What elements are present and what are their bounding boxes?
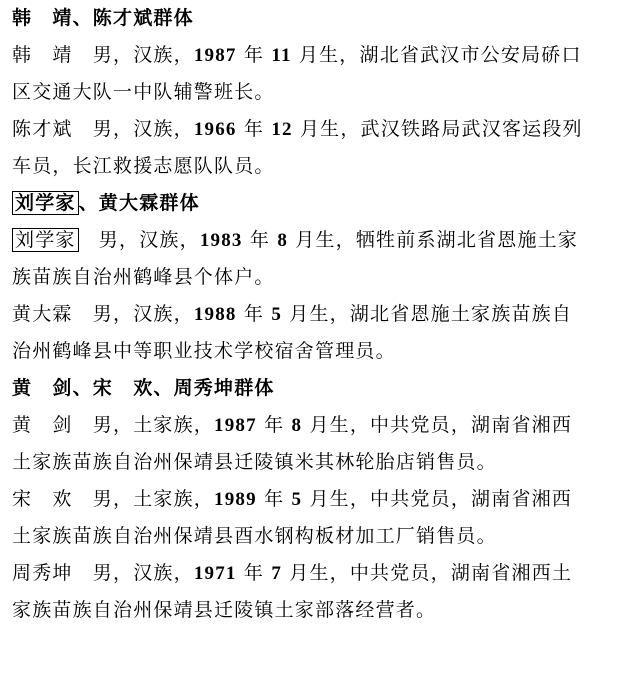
text-run: 男，汉族， bbox=[78, 229, 200, 251]
entry-line bbox=[12, 228, 610, 252]
entry-line bbox=[12, 80, 610, 104]
number: 7 bbox=[271, 563, 283, 584]
text-run: 韩 靖 男，汉族， bbox=[12, 44, 194, 66]
text-run: 月生，中共党员，湖南省湘西 bbox=[302, 414, 573, 436]
text-run: 车员，长江救援志愿队队员。 bbox=[12, 155, 275, 177]
number: 11 bbox=[271, 45, 292, 66]
text-run: 族苗族自治州鹤峰县个体户。 bbox=[12, 266, 275, 288]
text-run: 月生，中共党员，湖南省湘西 bbox=[302, 488, 573, 510]
heading-text: 、黄大霖群体 bbox=[78, 192, 200, 214]
entry-line bbox=[12, 265, 610, 289]
number: 8 bbox=[277, 230, 289, 251]
number: 1987 bbox=[214, 415, 257, 436]
entry-line bbox=[12, 598, 610, 622]
number: 1966 bbox=[193, 119, 237, 140]
entry-line bbox=[12, 524, 610, 548]
group-heading: 韩 靖、陈才斌群体 bbox=[12, 7, 194, 29]
entry-line bbox=[12, 561, 610, 585]
entry-line bbox=[12, 339, 610, 363]
boxed-name: 刘学家 bbox=[12, 228, 79, 252]
number: 12 bbox=[271, 119, 293, 140]
group-heading bbox=[12, 191, 610, 215]
text-run: 家族苗族自治州保靖县迁陵镇土家部落经营者。 bbox=[12, 599, 437, 621]
text-run: 年 bbox=[236, 118, 272, 140]
text-run: 宋 欢 男，土家族， bbox=[12, 488, 215, 510]
text-run: 年 bbox=[242, 229, 278, 251]
number: 1988 bbox=[193, 304, 237, 325]
text-run: 年 bbox=[256, 488, 292, 510]
group-heading: 黄 剑、宋 欢、周秀坤群体 bbox=[12, 377, 275, 399]
number: 8 bbox=[291, 415, 303, 436]
number: 1989 bbox=[214, 489, 257, 510]
text-run: 月生，中共党员，湖南省湘西土 bbox=[282, 562, 573, 584]
entry-line bbox=[12, 413, 610, 437]
entry-line bbox=[12, 302, 610, 326]
entry-line bbox=[12, 43, 610, 67]
entry-line bbox=[12, 450, 610, 474]
text-run: 周秀坤 男，汉族， bbox=[12, 562, 194, 584]
number: 5 bbox=[271, 304, 283, 325]
text-run: 年 bbox=[236, 44, 272, 66]
text-run: 月生，湖北省武汉市公安局硚口 bbox=[291, 44, 582, 66]
boxed-name: 刘学家 bbox=[12, 191, 79, 215]
document-page bbox=[0, 6, 620, 673]
text-run: 月生，牺牲前系湖北省恩施土家 bbox=[288, 229, 579, 251]
number: 5 bbox=[291, 489, 303, 510]
text-run: 黄 剑 男，土家族， bbox=[12, 414, 215, 436]
number: 1987 bbox=[193, 45, 237, 66]
text-run: 土家族苗族自治州保靖县酉水钢构板材加工厂销售员。 bbox=[12, 525, 497, 547]
text-run: 年 bbox=[236, 303, 272, 325]
text-run: 年 bbox=[256, 414, 292, 436]
entry-line bbox=[12, 487, 610, 511]
text-run: 月生，湖北省恩施土家族苗族自 bbox=[282, 303, 573, 325]
text-run: 年 bbox=[236, 562, 272, 584]
text-run: 陈才斌 男，汉族， bbox=[12, 118, 194, 140]
entry-line bbox=[12, 117, 610, 141]
entry-line bbox=[12, 154, 610, 178]
text-run: 土家族苗族自治州保靖县迁陵镇米其林轮胎店销售员。 bbox=[12, 451, 497, 473]
text-run: 黄大霖 男，汉族， bbox=[12, 303, 194, 325]
number: 1983 bbox=[199, 230, 243, 251]
text-run: 治州鹤峰县中等职业技术学校宿舍管理员。 bbox=[12, 340, 396, 362]
number: 1971 bbox=[193, 563, 237, 584]
text-run: 月生，武汉铁路局武汉客运段列 bbox=[292, 118, 583, 140]
text-run: 区交通大队一中队辅警班长。 bbox=[12, 81, 275, 103]
